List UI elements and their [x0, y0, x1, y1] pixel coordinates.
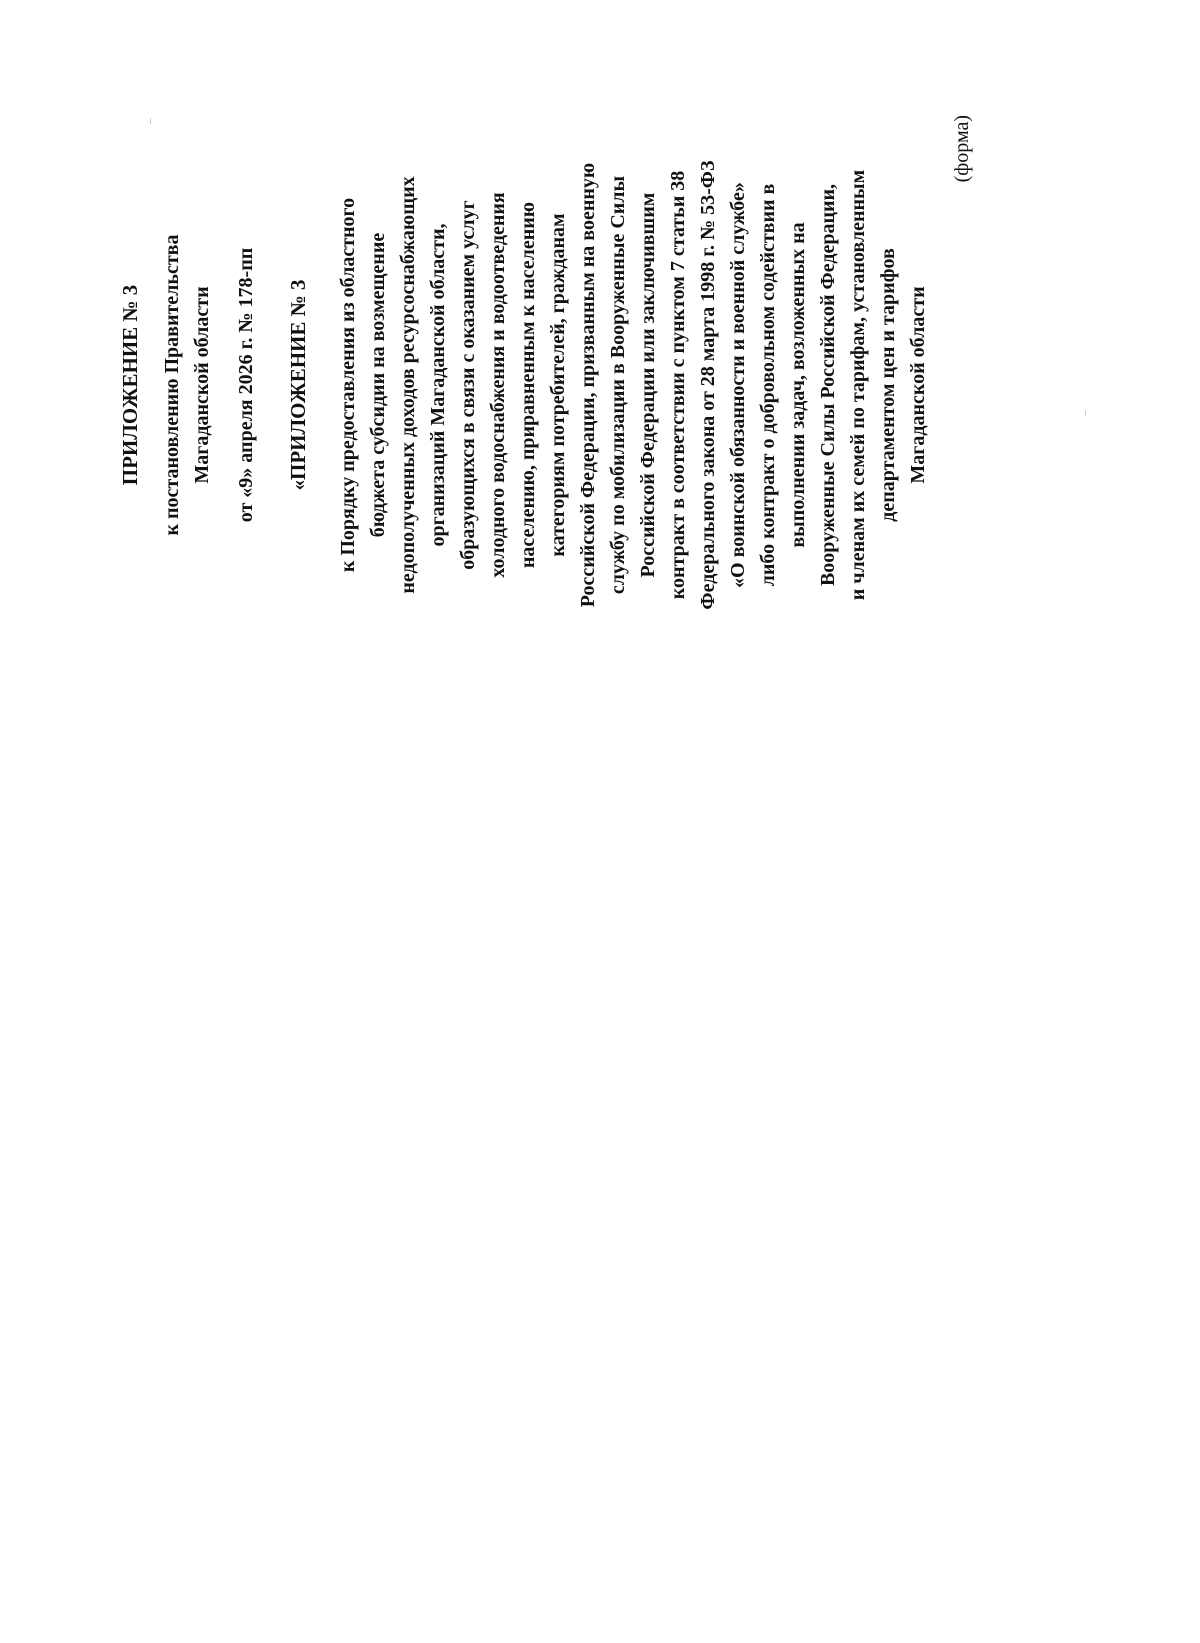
form-note: (форма)	[951, 115, 973, 183]
appendix-line: контракт в соответствии с пунктом 7 статьи 38	[667, 170, 689, 600]
scan-speck	[1085, 410, 1086, 416]
appendix-line: Магаданской области	[907, 286, 929, 484]
appendix-line: организаций Магаданской области,	[427, 223, 449, 547]
header-line: Магаданской области	[191, 286, 213, 484]
appendix-line: холодного водоснабжения и водоотведения	[487, 192, 509, 578]
appendix-line: Российской Федерации или заключившим	[637, 192, 659, 578]
appendix-line: образующихся в связи с оказанием услуг	[457, 200, 479, 570]
appendix-line: Российской Федерации, призванным на военную	[577, 162, 599, 608]
appendix-line: к Порядку предоставления из областного	[337, 197, 359, 573]
appendix-line: «О воинской обязанности и военной службе»	[727, 182, 749, 588]
header-line: от «9» апреля 2026 г. № 178-пп	[235, 247, 257, 523]
appendix-line: категориям потребителей, гражданам	[547, 213, 569, 557]
appendix-line: недополученных доходов ресурсоснабжающих	[397, 176, 419, 594]
appendix-line: департаментом цен и тарифов	[877, 248, 899, 522]
appendix-line: выполнении задач, возложенных на	[787, 222, 809, 548]
appendix-line: Вооруженные Силы Российской Федерации,	[817, 183, 839, 587]
appendix-line: Федерального закона от 28 марта 1998 г. № 53-ФЗ	[697, 160, 719, 610]
header-line: к постановлению Правительства	[161, 234, 183, 536]
appendix-title: «ПРИЛОЖЕНИЕ № 3	[286, 279, 310, 491]
appendix-line: населению, приравненным к населению	[517, 201, 539, 569]
rotated-document-body	[115, 115, 973, 655]
appendix-line: бюджета субсидии на возмещение	[367, 232, 389, 538]
appendix-line: службу по мобилизации в Вооруженные Силы	[607, 175, 629, 595]
appendix-line: либо контракт о добровольном содействии в	[757, 183, 779, 587]
header-title: ПРИЛОЖЕНИЕ № 3	[118, 284, 142, 486]
appendix-line: и членам их семей по тарифам, установленным	[847, 169, 869, 601]
